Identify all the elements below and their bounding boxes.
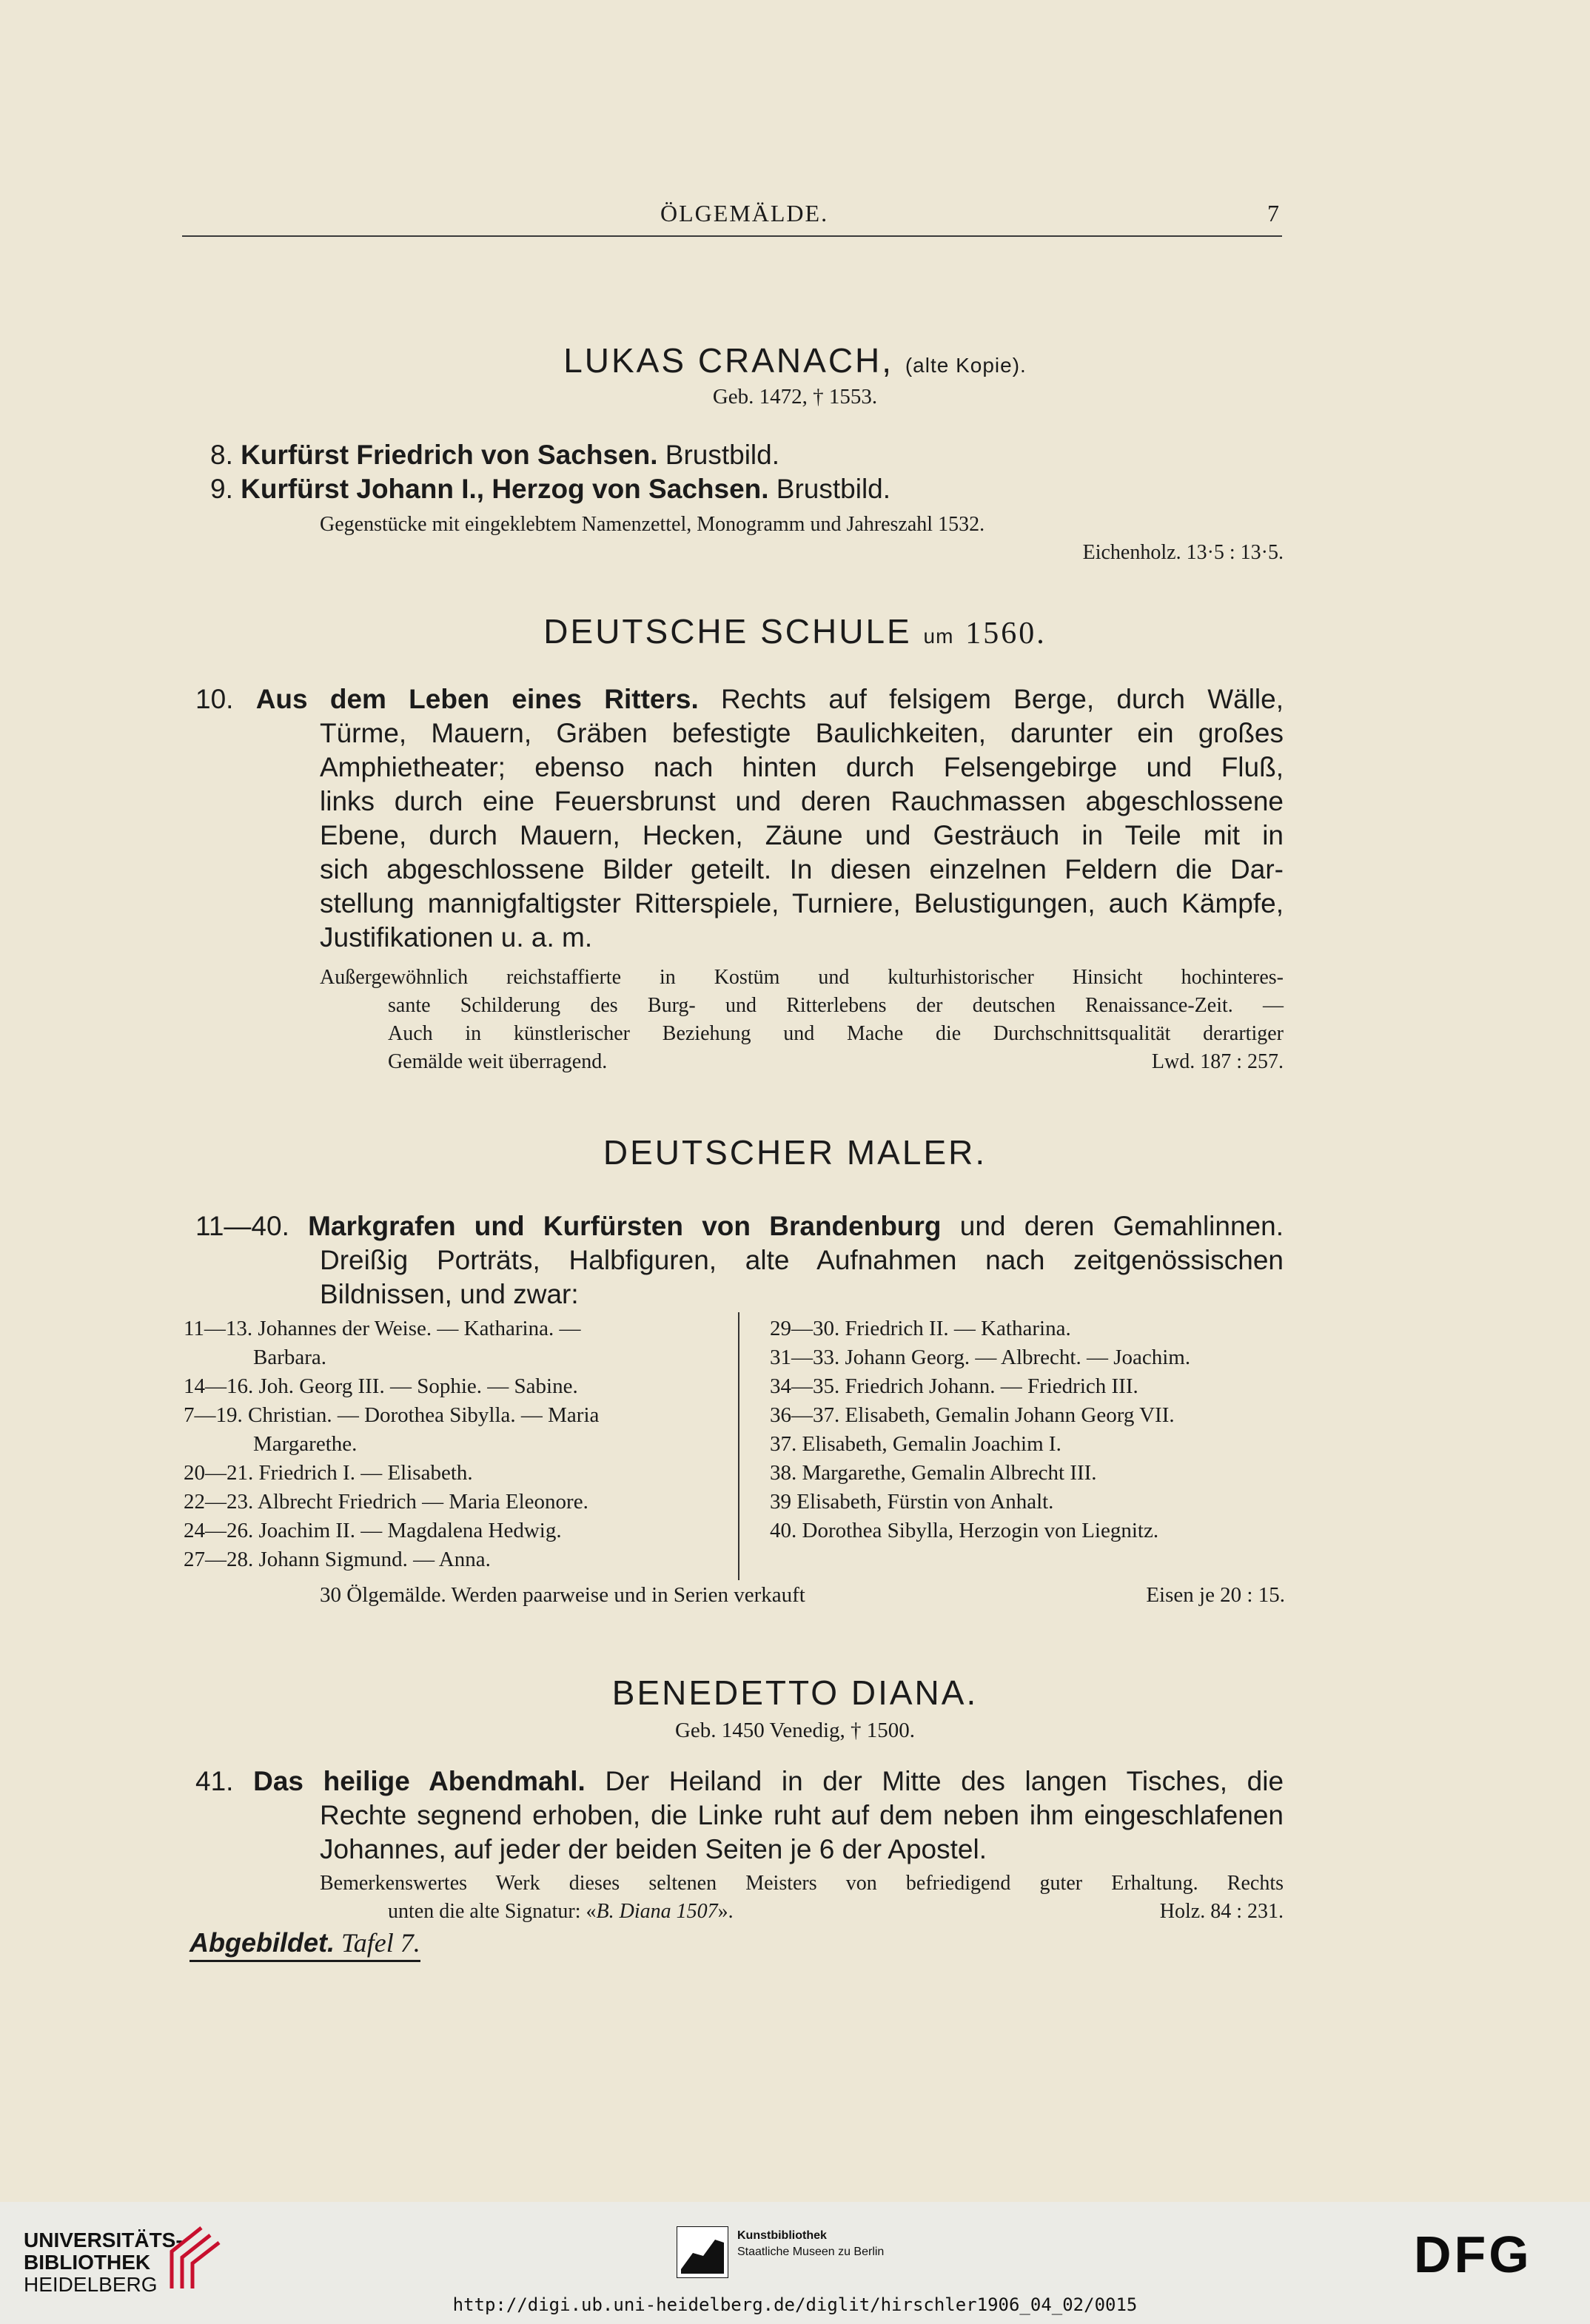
ub-heidelberg-logo-icon — [157, 2222, 228, 2293]
portrait-list-item: 34—35. Friedrich Johann. — Friedrich III. — [770, 1374, 1138, 1398]
ub-line-2: BIBLIOTHEK — [24, 2251, 151, 2274]
entry-title: Kurfürst Johann I., Herzog von Sachsen. — [241, 474, 769, 504]
portrait-list-item: 40. Dorothea Sibylla, Herzogin von Liegnitz. — [770, 1519, 1159, 1542]
entry-text-line: Amphietheater; ebenso nach hinten durch Felsengebirge und Fluß, — [320, 752, 1284, 782]
entry-material: Eisen je 20 : 15. — [1146, 1583, 1285, 1607]
portrait-list-item: 37. Elisabeth, Gemalin Joachim I. — [770, 1432, 1061, 1456]
kunstbibliothek-text — [737, 2228, 884, 2260]
portrait-list-item: 39 Elisabeth, Fürstin von Anhalt. — [770, 1490, 1054, 1514]
school-um: um — [923, 625, 954, 648]
note-text: unten die alte Signatur: « — [388, 1900, 597, 1923]
entry-number: 8. — [210, 440, 233, 470]
entry-description: Brustbild. — [657, 440, 780, 470]
plate-reference: Tafel 7. — [341, 1928, 420, 1958]
portrait-list-item: 11—13. Johannes der Weise. — Katharina. — — [184, 1317, 581, 1340]
page-number: 7 — [1267, 200, 1281, 226]
entry-note-line: Gemälde weit überragend. — [388, 1050, 608, 1073]
entry-number: 11—40. — [195, 1211, 289, 1241]
portrait-list-item: 38. Margarethe, Gemalin Albrecht III. — [770, 1461, 1097, 1485]
entry-text-line: sich abgeschlossene Bilder geteilt. In diesen einzelnen Feldern die Dar- — [320, 854, 1284, 884]
kb-line-2: Staatliche Museen zu Berlin — [737, 2246, 885, 2258]
portrait-list-item: 27—28. Johann Sigmund. — Anna. — [184, 1548, 491, 1571]
entry-number: 41. — [195, 1766, 234, 1796]
portrait-list-item: 7—19. Christian. — Dorothea Sibylla. — Maria — [184, 1403, 600, 1427]
portrait-list-item: 29—30. Friedrich II. — Katharina. — [770, 1317, 1071, 1340]
entry-text: und deren Gemahlinnen. — [941, 1211, 1284, 1241]
portrait-list-item: 31—33. Johann Georg. — Albrecht. — Joachim. — [770, 1346, 1191, 1369]
school-heading-maler: DEUTSCHER MALER. — [603, 1133, 987, 1172]
illustrated-label: Abgebildet. — [189, 1927, 335, 1958]
entry-text-line: Dreißig Porträts, Halbfiguren, alte Aufnahmen nach zeitgenössischen — [320, 1245, 1284, 1275]
artist-life-dates: Geb. 1472, † 1553. — [712, 385, 878, 409]
entry-note-line: sante Schilderung des Burg- und Ritterlebens der deutschen Renaissance-Zeit. — — [388, 994, 1284, 1017]
entry-number: 9. — [210, 474, 233, 504]
entry-text-line: Rechts auf felsigem Berge, durch Wälle, — [721, 684, 1284, 714]
entry-remark: Gegenstücke mit eingeklebtem Namenzettel, Monogramm und Jahreszahl 1532. — [320, 513, 985, 536]
school-year: 1560. — [965, 617, 1047, 651]
entry-note-line: Bemerkenswertes Werk dieses seltenen Meisters von befriedigend guter Erhaltung. Rechts — [320, 1872, 1284, 1895]
artist-note: (alte Kopie). — [905, 354, 1027, 377]
entry-text-line: Türme, Mauern, Gräben befestigte Baulichkeiten, darunter ein großes — [320, 718, 1284, 748]
entry-summary: 30 Ölgemälde. Werden paarweise und in Serien verkauft — [320, 1583, 805, 1607]
entry-text-line: Justifikationen u. a. m. — [320, 922, 593, 953]
entry-note-line — [388, 1898, 734, 1926]
entry-title: Das heilige Abendmahl. — [253, 1766, 586, 1796]
dfg-logo: DFG — [1414, 2226, 1532, 2283]
portrait-list-item: Barbara. — [253, 1346, 327, 1369]
illustration-reference — [189, 1927, 420, 1962]
portrait-list-item: Margarethe. — [253, 1432, 358, 1456]
catalog-entry-8 — [210, 438, 779, 472]
signature-text: B. Diana 1507 — [596, 1900, 718, 1923]
artist-heading-cranach — [0, 340, 1590, 380]
portrait-list-item: 14—16. Joh. Georg III. — Sophie. — Sabine. — [184, 1374, 578, 1398]
catalog-entry-9 — [210, 472, 890, 506]
entry-note-line: Außergewöhnlich reichstaffierte in Kostüm und kulturhistorischer Hinsicht hochinteres- — [320, 966, 1284, 989]
entry-text-line: Der Heiland in der Mitte des langen Tisches, die — [605, 1766, 1284, 1796]
portrait-list-item: 36—37. Elisabeth, Gemalin Johann Georg VII. — [770, 1403, 1175, 1427]
running-header-title: ÖLGEMÄLDE. — [660, 200, 829, 226]
header-rule — [182, 235, 1282, 237]
entry-material: Eichenholz. 13·5 : 13·5. — [1082, 541, 1284, 564]
entry-title: Aus dem Leben eines Ritters. — [255, 684, 699, 714]
kb-line-1: Kunstbibliothek — [737, 2229, 827, 2242]
portrait-list-item: 20—21. Friedrich I. — Elisabeth. — [184, 1461, 473, 1485]
entry-text-line: stellung mannigfaltigster Ritterspiele, Turniere, Belustigungen, auch Kämpfe, — [320, 888, 1284, 918]
entry-title: Markgrafen und Kurfürsten von Brandenburg — [308, 1211, 942, 1241]
entry-text-line: Bildnissen, und zwar: — [320, 1279, 579, 1309]
ub-line-1: UNIVERSITÄTS- — [24, 2229, 183, 2251]
column-divider — [738, 1312, 739, 1580]
catalog-entry-11-40 — [195, 1209, 1284, 1243]
artist-life-dates: Geb. 1450 Venedig, † 1500. — [674, 1719, 916, 1742]
entry-description: Brustbild. — [768, 474, 891, 504]
entry-material: Holz. 84 : 231. — [1159, 1900, 1284, 1923]
entry-text-line: Johannes, auf jeder der beiden Seiten je 6 der Apostel. — [320, 1834, 987, 1864]
catalog-entry-41 — [195, 1764, 1284, 1799]
entry-text-line: Rechte segnend erhoben, die Linke ruht auf dem neben ihm eingeschlafenen — [320, 1800, 1284, 1830]
entry-title: Kurfürst Friedrich von Sachsen. — [241, 440, 658, 470]
artist-heading-diana: BENEDETTO DIANA. — [611, 1673, 979, 1712]
kunstbibliothek-logo-icon — [677, 2226, 728, 2278]
ub-line-3: HEIDELBERG — [24, 2273, 158, 2296]
school-heading — [0, 611, 1590, 651]
entry-text-line: Ebene, durch Mauern, Hecken, Zäune und Gesträuch in Teile mit in — [320, 820, 1284, 850]
portrait-list-item: 22—23. Albrecht Friedrich — Maria Eleonore. — [184, 1490, 588, 1514]
school-name: DEUTSCHE SCHULE — [543, 612, 912, 651]
source-url-link[interactable]: http://digi.ub.uni-heidelberg.de/diglit/hirschler1906_04_02/0015 — [452, 2294, 1138, 2315]
portrait-list-item: 24—26. Joachim II. — Magdalena Hedwig. — [184, 1519, 562, 1542]
note-text: ». — [717, 1900, 734, 1923]
entry-material: Lwd. 187 : 257. — [1151, 1050, 1284, 1073]
entry-note-line: Auch in künstlerischer Beziehung und Mache die Durchschnittsqualität derartiger — [388, 1022, 1284, 1045]
entry-number: 10. — [195, 684, 234, 714]
catalog-entry-10 — [195, 682, 1284, 716]
entry-text-line: links durch eine Feuersbrunst und deren Rauchmassen abgeschlossene — [320, 786, 1284, 816]
artist-name: LUKAS CRANACH, — [563, 341, 894, 380]
